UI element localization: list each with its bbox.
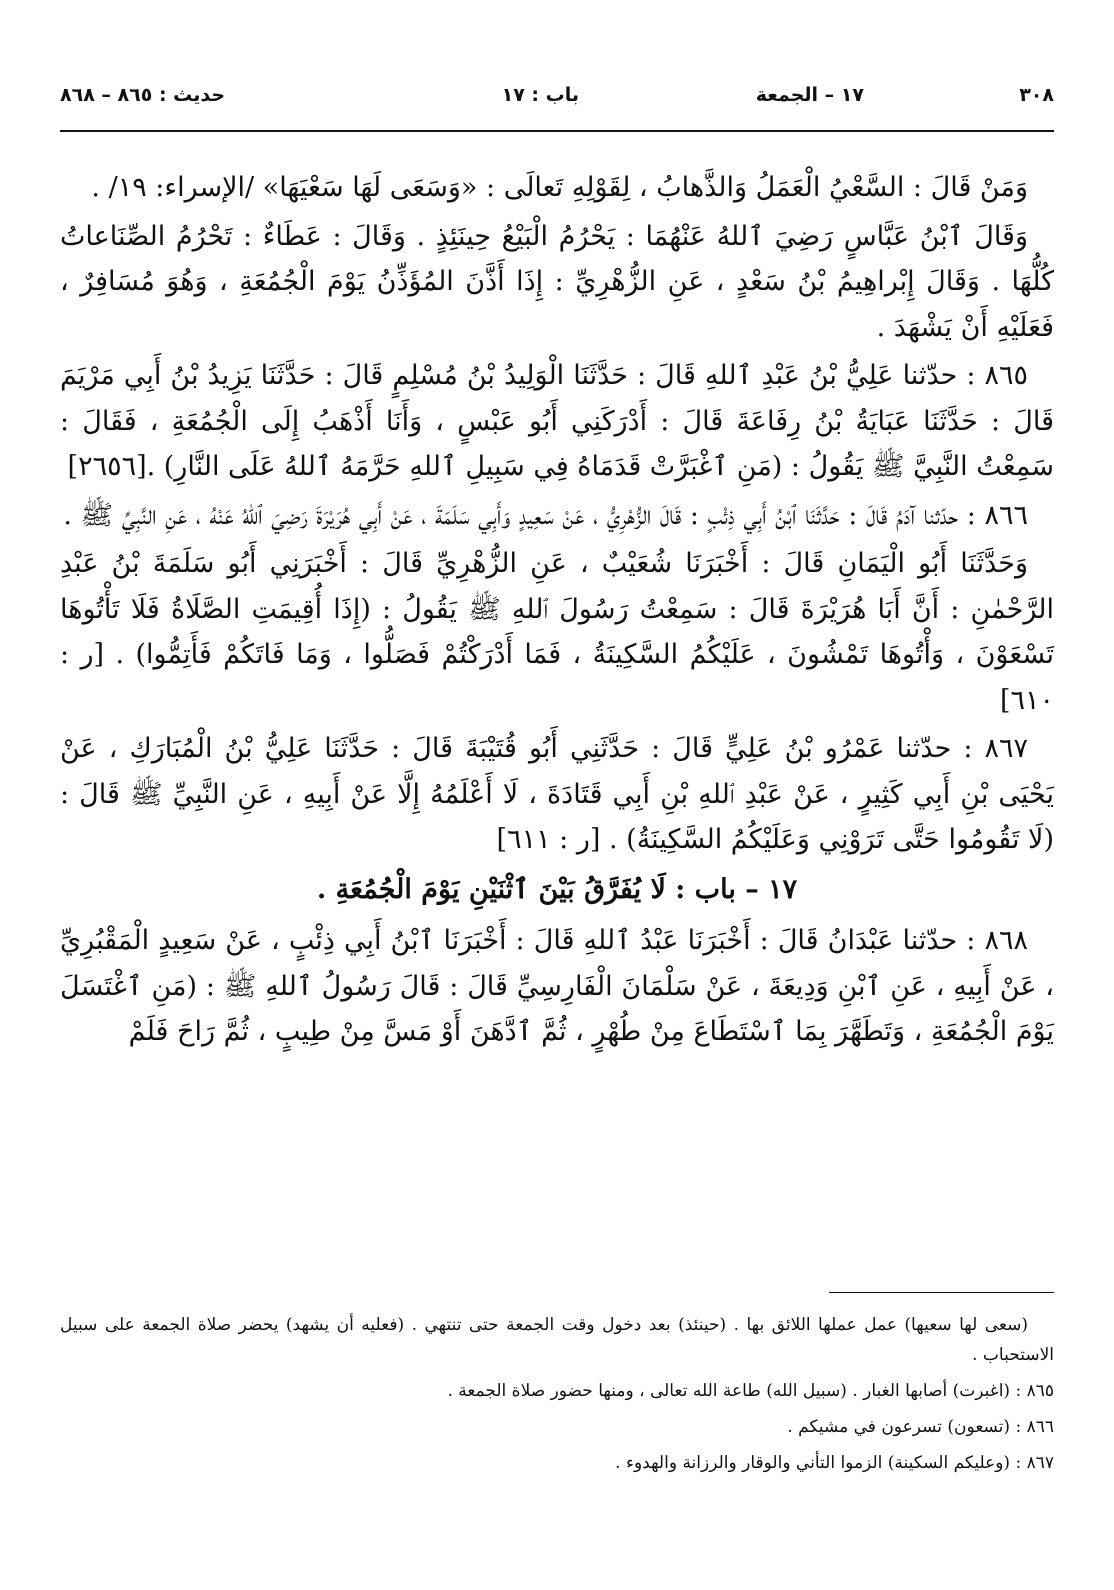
hadith-866-second-chain: وَحَدَّثَنَا أَبُو الْيَمَانِ قَالَ : أَخْبَرَنَا شُعَيْبٌ ، عَنِ الزُّهْرِيِّ قَالَ : أَخْبَرَنِي أَبُو سَلَمَةَ بْنُ عَبْدِ الرَّحْمٰنِ : أَنَّ أَبَا هُرَيْرَةَ قَالَ : سَمِعْتُ رَسُولَ ٱللهِ ﷺ يَقُولُ : (إِذَا أُقِيمَتِ الصَّلَاةُ فَلَا تَأْتُوهَا تَسْعَوْنَ ، وَأْتُوهَا تَمْشُونَ ، عَلَيْكُمُ السَّكِينَةُ ، فَمَا أَدْرَكْتُمْ فَصَلُّوا ، وَمَا فَاتَكُمْ فَأَتِمُّوا) . [ر : ٦١٠] xyxy=(60,548,1054,716)
hadith-range: حديث : ٨٦٥ – ٨٦٨ xyxy=(60,84,226,106)
footnote-866: ٨٦٦ : (تسعون) تسرعون في مشيكم . xyxy=(787,1417,1054,1437)
footnote-divider xyxy=(829,1292,1054,1293)
page-header xyxy=(60,70,1054,126)
hadith-865: ٨٦٥ : حدّثنا عَلِيُّ بْنُ عَبْدِ ٱللهِ قَالَ : حَدَّثَنَا الْوَلِيدُ بْنُ مُسْلِمٍ قَالَ : حَدَّثَنَا يَزِيدُ بْنُ أَبِي مَرْيَمَ قَالَ : حَدَّثَنَا عَبَايَةُ بْنُ رِفَاعَةَ قَالَ : أَدْرَكَنِي أَبُو عَبْسٍ ، وَأَنَا أَذْهَبُ إِلَى الْجُمُعَةِ ، فَقَالَ : سَمِعْتُ النَّبِيَّ ﷺ يَقُولُ : (مَنِ ٱغْبَرَّتْ قَدَمَاهُ فِي سَبِيلِ ٱللهِ حَرَّمَهُ ٱللهُ عَلَى النَّارِ) .[٢٦٥٦] xyxy=(60,360,1054,482)
paragraph-ibn-abbas: وَقَالَ ٱبْنُ عَبَّاسٍ رَضِيَ ٱللهُ عَنْهُمَا : يَحْرُمُ الْبَيْعُ حِينَئِذٍ . وَقَالَ : عَطَاءٌ : تَحْرُمُ الصِّنَاعاتُ كُلُّهَا . وَقَالَ إِبْراهِيمُ بْنُ سَعْدٍ ، عَنِ الزُّهْرِيِّ : إِذَا أَذَّنَ المُؤَذِّنُ يَوْمَ الْجُمُعَةِ ، وَهُوَ مُسَافِرٌ ، فَعَلَيْهِ أَنْ يَشْهَدَ . xyxy=(60,220,1054,343)
main-text xyxy=(60,165,1054,1058)
book-page xyxy=(60,70,1054,1540)
hadith-866: ٨٦٦ : حدّثنا آدَمُ قَالَ : حَدَّثَنَا ٱبْنُ أَبِي ذِئْبٍ : قَالَ الزُّهْرِيُّ ، عَنْ سَعِيدٍ وَأَبِي سَلَمَةَ ، عَنْ أَبِي هُرَيْرَةَ رَضِيَ ٱللهُ عَنْهُ ، عَنِ النَّبِيِّ ﷺ . xyxy=(63,499,1028,531)
footnote-867: ٨٦٧ : (وعليكم السكينة) الزموا التأني والوقار والرزانة والهدوء . xyxy=(615,1453,1054,1473)
footnotes xyxy=(60,1310,1054,1484)
paragraph-intro: وَمَنْ قَالَ : السَّعْيُ الْعَمَلُ وَالذَّهابُ ، لِقَوْلِهِ تَعالَى : «وَسَعَى لَهَا سَعْيَهَا» /الإسراء: ١٩/ . xyxy=(91,172,1028,203)
footnote-865: ٨٦٥ : (اغبرت) أصابها الغبار . (سبيل الله) طاعة الله تعالى ، ومنها حضور صلاة الجمعة . xyxy=(447,1381,1054,1401)
bab-title: ١٧ – باب : لَا يُفَرَّقُ بَيْنَ ٱثْنَيْنِ يَوْمَ الْجُمُعَةِ . xyxy=(316,873,798,905)
hadith-868: ٨٦٨ : حدّثنا عَبْدَانُ قَالَ : أَخْبَرَنَا عَبْدُ ٱللهِ قَالَ : أَخْبَرَنَا ٱبْنُ أَبِي ذِئْبٍ ، عَنْ سَعِيدٍ الْمَقْبُرِيِّ ، عَنْ أَبِيهِ ، عَنِ ٱبْنِ وَدِيعَةَ ، عَنْ سَلْمَانَ الْفَارِسِيِّ قَالَ : قَالَ رَسُولُ ٱللهِ ﷺ : (مَنِ ٱغْتَسَلَ يَوْمَ الْجُمُعَةِ ، وَتَطَهَّرَ بِمَا ٱسْتَطَاعَ مِنْ طُهْرٍ ، ثُمَّ ٱدَّهَنَ أَوْ مَسَّ مِنْ طِيبٍ ، ثُمَّ رَاحَ فَلَمْ xyxy=(60,925,1054,1047)
page-number: ٣٠٨ xyxy=(1019,84,1054,106)
header-divider xyxy=(60,130,1054,132)
chapter-title: ١٧ – الجمعة xyxy=(755,84,864,106)
footnote-intro: (سعى لها سعيها) عمل عملها اللائق بها . (حينئذ) بعد دخول وقت الجمعة حتى تنتهي . (فعليه أن يشهد) يحضر صلاة الجمعة على سبيل الاستحباب . xyxy=(60,1315,1054,1365)
bab-number: باب : ١٧ xyxy=(501,84,579,106)
hadith-867: ٨٦٧ : حدّثنا عَمْرُو بْنُ عَلِيٍّ قَالَ : حَدَّثَنِي أَبُو قُتَيْبَةَ قَالَ : حَدَّثَنَا عَلِيُّ بْنُ الْمُبَارَكِ ، عَنْ يَحْيَى بْنِ أَبِي كَثِيرٍ ، عَنْ عَبْدِ ٱللهِ بْنِ أَبِي قَتَادَةَ ، لَا أَعْلَمُهُ إِلَّا عَنْ أَبِيهِ ، عَنِ النَّبِيِّ ﷺ قَالَ : (لَا تَقُومُوا حَتَّى تَرَوْنِي وَعَلَيْكُمُ السَّكِينَةُ) . [ر : ٦١١] xyxy=(60,733,1054,855)
